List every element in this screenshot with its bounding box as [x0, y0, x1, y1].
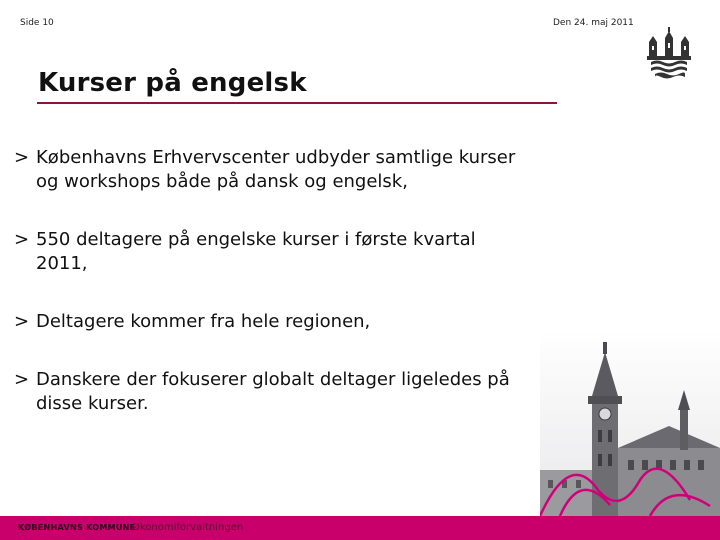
bullet-line: disse kurser.: [36, 393, 149, 414]
bullet-line: og workshops både på dansk og engelsk,: [36, 171, 408, 192]
city-hall-tower-image: [540, 330, 720, 516]
bullet-line: Danskere der fokuserer globalt deltager ligeledes på: [36, 369, 510, 390]
bullet-marker: >: [14, 311, 30, 332]
bullet-item: [14, 310, 604, 334]
bullet-marker: >: [14, 147, 30, 168]
title-underline: [37, 102, 557, 104]
footer-department: Økonomiforvaltningen: [132, 522, 244, 533]
bullet-item: [14, 368, 604, 416]
footer-bar: [0, 516, 720, 540]
slide-number: Side 10: [20, 18, 54, 28]
bullet-item: [14, 228, 604, 276]
bullet-list: [14, 146, 604, 416]
bullet-line: 550 deltagere på engelske kurser i første kvartal: [36, 229, 476, 250]
bullet-marker: >: [14, 229, 30, 250]
bullet-item: [14, 146, 604, 194]
footer-brand: KØBENHAVNS KOMMUNE: [18, 523, 136, 532]
bullet-line: Deltagere kommer fra hele regionen,: [36, 311, 371, 332]
bullet-line: Københavns Erhvervscenter udbyder samtlige kurser: [36, 147, 516, 168]
bullet-marker: >: [14, 369, 30, 390]
slide-title: Kurser på engelsk: [38, 68, 307, 98]
slide-date: Den 24. maj 2011: [553, 18, 634, 28]
copenhagen-coat-of-arms-icon: [645, 26, 693, 80]
bullet-line: 2011,: [36, 253, 88, 274]
